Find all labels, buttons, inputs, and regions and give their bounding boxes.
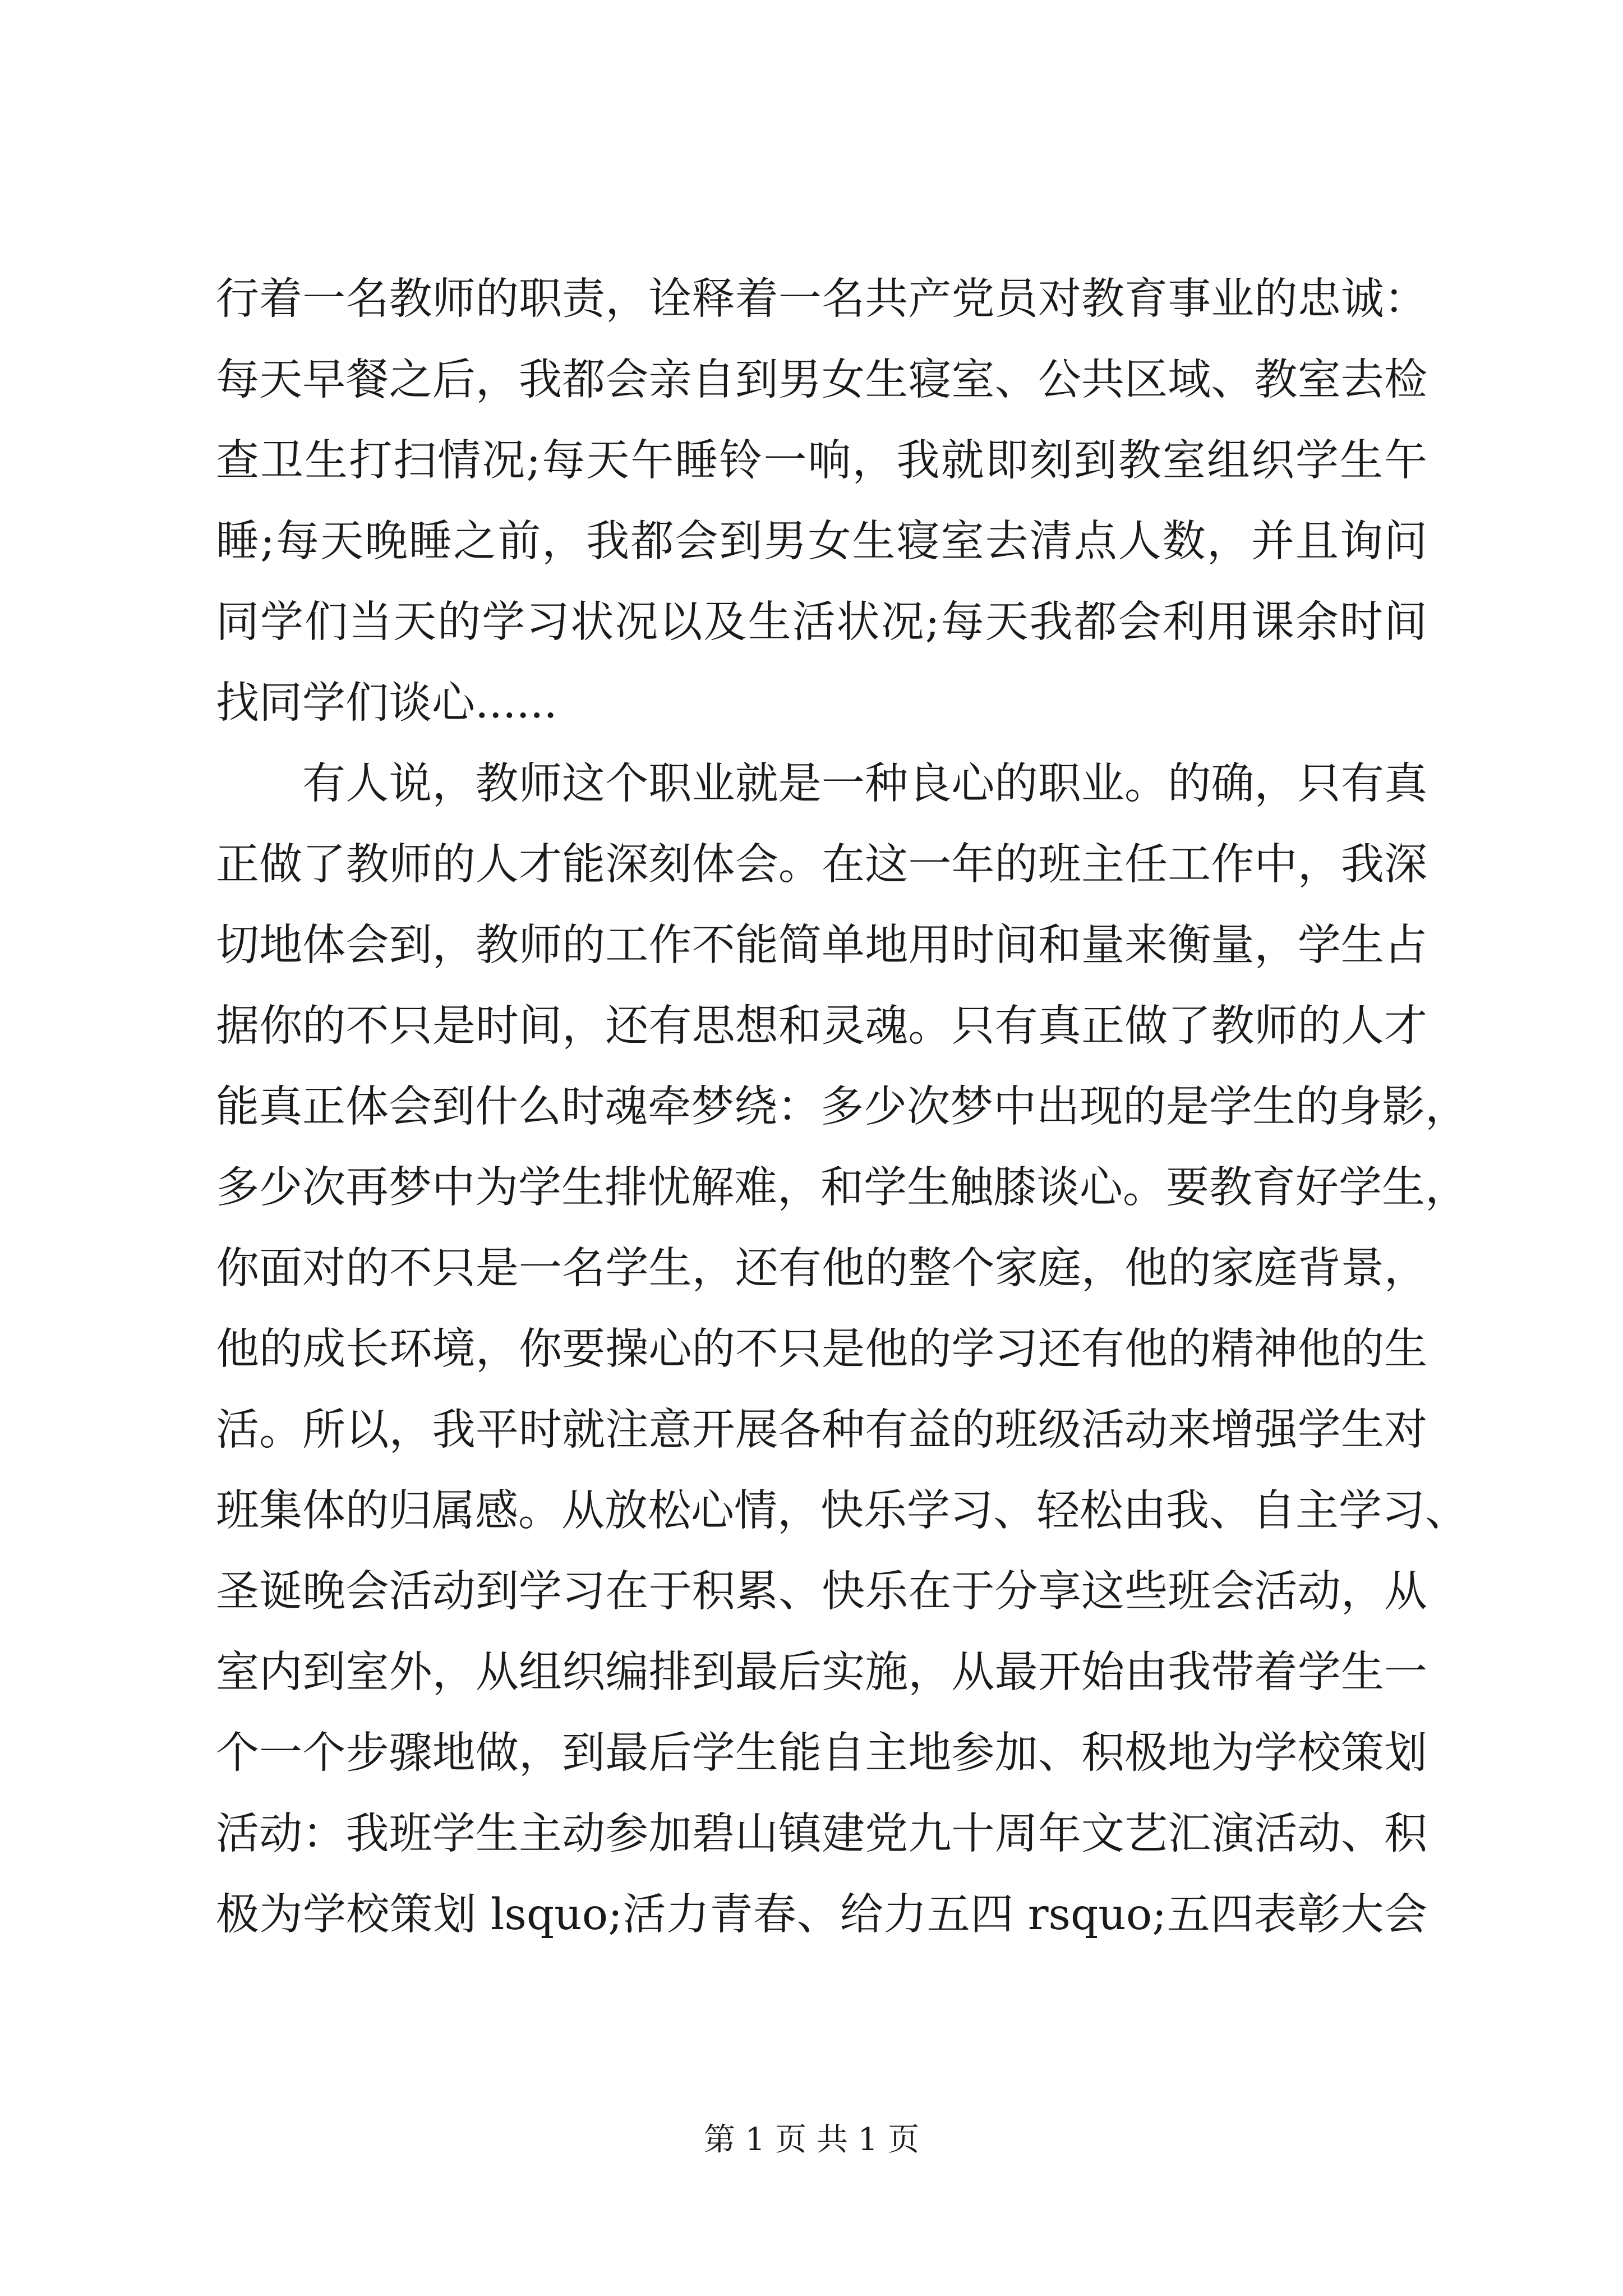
text-line: 圣诞晚会活动到学习在于积累、快乐在于分享这些班会活动，从 <box>216 1567 1427 1617</box>
text-line: 活。所以，我平时就注意开展各种有益的班级活动来增强学生对 <box>216 1405 1427 1455</box>
text-line: 有人说，教师这个职业就是一种良心的职业。的确，只有真 <box>302 759 1427 809</box>
text-line: 极为学校策划 lsquo;活力青春、给力五四 rsquo;五四表彰大会 <box>216 1890 1427 1940</box>
text-line: 活动：我班学生主动参加碧山镇建党九十周年文艺汇演活动、积 <box>216 1809 1427 1859</box>
text-line: 班集体的归属感。从放松心情，快乐学习、轻松由我、自主学习、 <box>216 1486 1468 1536</box>
text-line: 多少次再梦中为学生排忧解难，和学生触膝谈心。要教育好学生， <box>216 1163 1468 1213</box>
text-line: 室内到室外，从组织编排到最后实施，从最开始由我带着学生一 <box>216 1648 1427 1697</box>
text-line: 切地体会到，教师的工作不能简单地用时间和量来衡量，学生占 <box>216 921 1427 970</box>
text-line: 你面对的不只是一名学生，还有他的整个家庭，他的家庭背景， <box>216 1244 1427 1294</box>
text-line: 找同学们谈心...... <box>216 678 557 728</box>
text-line: 查卫生打扫情况;每天午睡铃一响，我就即刻到教室组织学生午 <box>216 436 1427 486</box>
text-line: 他的成长环境，你要操心的不只是他的学习还有他的精神他的生 <box>216 1324 1427 1374</box>
body-text <box>216 259 1468 1955</box>
text-line: 每天早餐之后，我都会亲自到男女生寝室、公共区域、教室去检 <box>216 355 1427 405</box>
text-line: 行着一名教师的职责，诠释着一名共产党员对教育事业的忠诚： <box>216 274 1427 324</box>
page-footer <box>0 2115 1623 2160</box>
page-number-label: 第 1 页 共 1 页 <box>703 2122 920 2158</box>
text-line: 能真正体会到什么时魂牵梦绕：多少次梦中出现的是学生的身影， <box>216 1082 1468 1132</box>
text-line: 据你的不只是时间，还有思想和灵魂。只有真正做了教师的人才 <box>216 1001 1427 1051</box>
text-line: 同学们当天的学习状况以及生活状况;每天我都会利用课余时间 <box>216 597 1427 647</box>
text-line: 睡;每天晚睡之前，我都会到男女生寝室去清点人数，并且询问 <box>216 517 1427 567</box>
text-line: 个一个步骤地做，到最后学生能自主地参加、积极地为学校策划 <box>216 1728 1427 1778</box>
text-line: 正做了教师的人才能深刻体会。在这一年的班主任工作中，我深 <box>216 840 1427 890</box>
